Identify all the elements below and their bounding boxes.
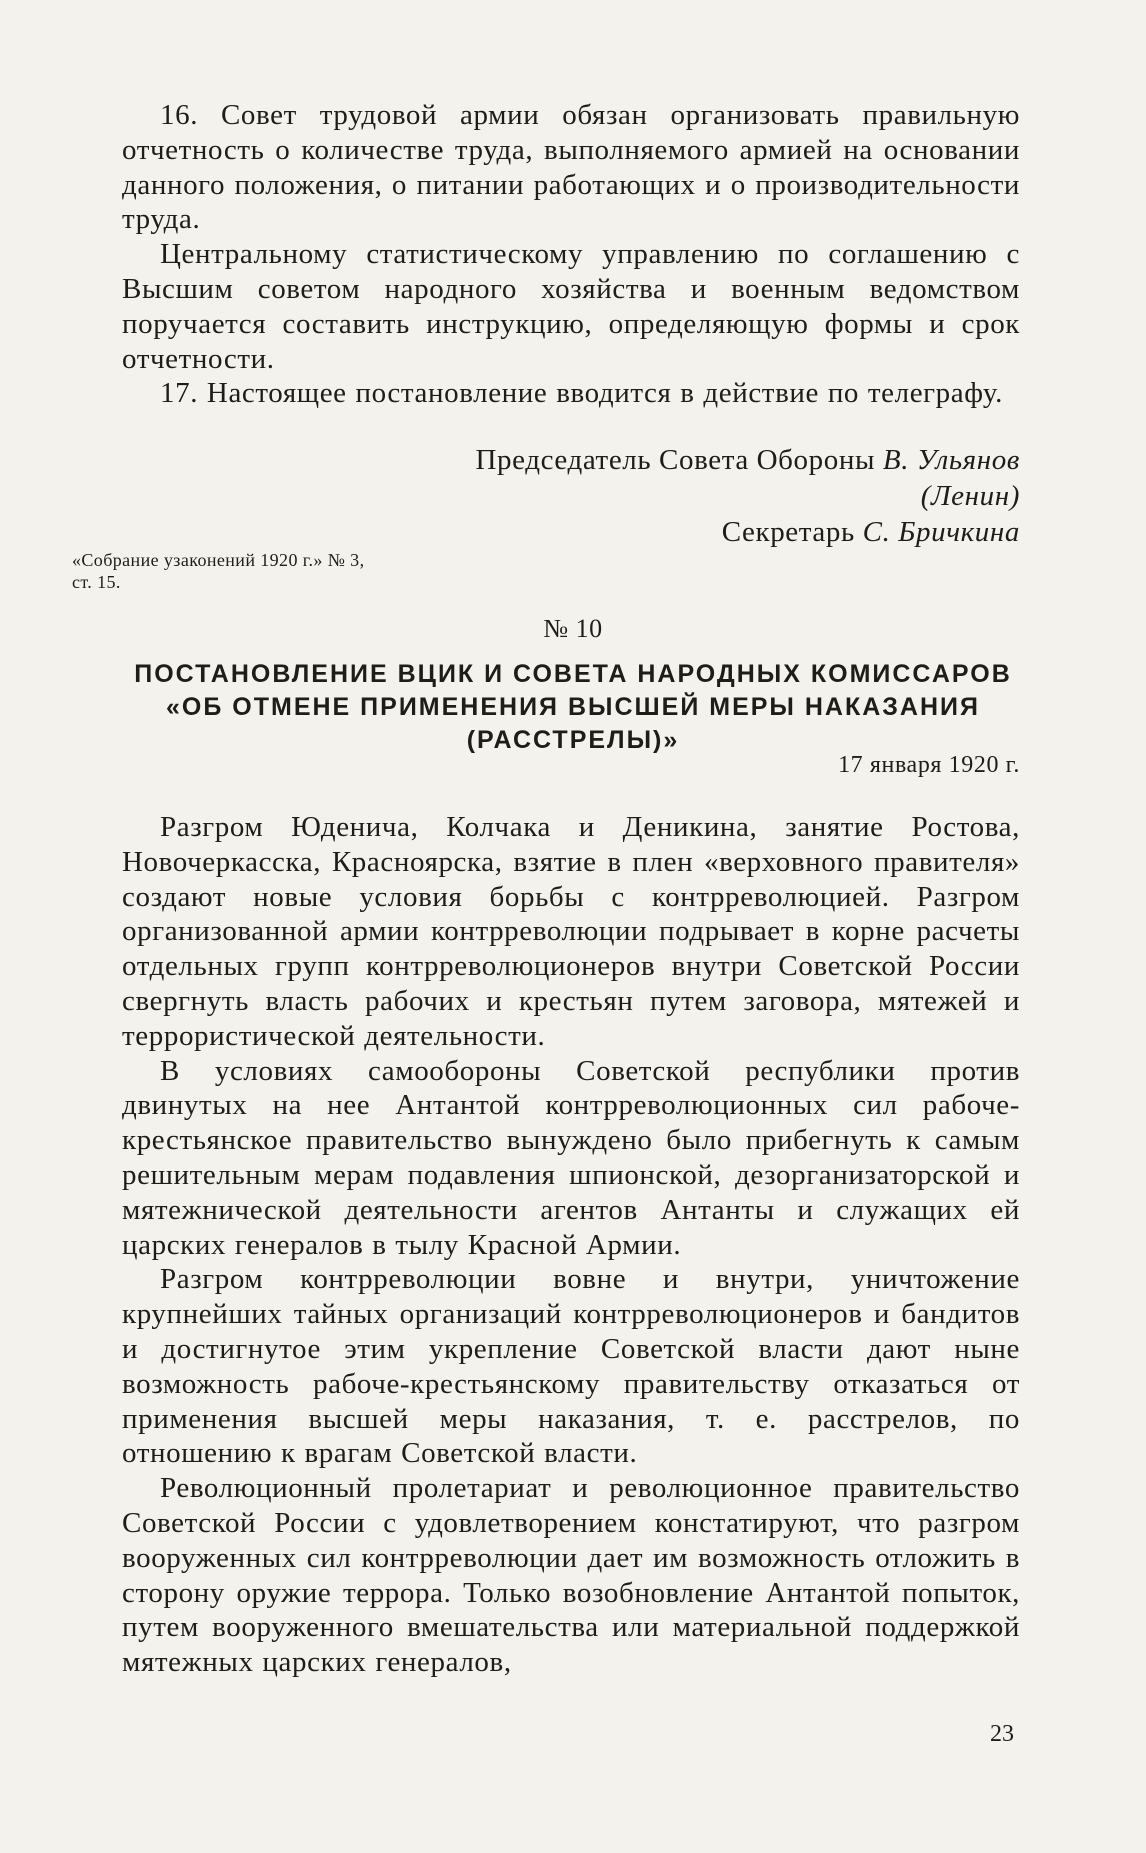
body-paragraph-3: Разгром контрреволюции вовне и внутри, уничтожение крупнейших тайных организаций контрреволюционеров и бандитов и достигнутое этим укрепление Советской власти дают ныне возможность рабоче-крестьянскому правительству отказаться от применения высшей меры наказания, т. е. расстрелов, по отношению к врагам Советской власти.: [122, 1263, 1020, 1470]
document-date: 17 января 1920 г.: [838, 752, 1020, 778]
body-paragraph-1: Разгром Юденича, Колчака и Деникина, занятие Ростова, Новочеркасска, Красноярска, взятие в плен «верховного правителя» создают новые условия борьбы с контрреволюцией. Разгром организованной армии контрреволюции подрывает в корне расчеты отдельных групп контрреволюционеров внутри Советской России свергнуть власть рабочих и крестьян путем заговора, мятежей и террористической деятельности.: [122, 811, 1020, 1052]
title-line-2: «ОБ ОТМЕНЕ ПРИМЕНЕНИЯ ВЫСШЕЙ МЕРЫ НАКАЗАНИЯ: [166, 693, 980, 721]
secretary-signature: [722, 515, 1020, 550]
main-body: [122, 810, 1020, 1680]
chair-alias-line: [921, 479, 1020, 514]
chair-name: В. Ульянов: [882, 444, 1020, 476]
chair-alias: (Ленин): [920, 480, 1020, 512]
paragraph-16: 16. Совет трудовой армии обязан организовать правильную отчетность о количестве труда, выполняемого армией на основании данного положения, о питании работающих и о производительности труда.: [122, 99, 1020, 236]
source-line-2: ст. 15.: [72, 572, 121, 592]
chair-title: Председатель Совета Обороны: [475, 444, 876, 476]
chair-signature: [475, 443, 1020, 478]
paragraph-statistics: Центральному статистическому управлению по соглашению с Высшим советом народного хозяйства и военным ведомством поручается составить инструкцию, определяющую формы и срок отчетности.: [122, 238, 1020, 375]
document-title: [70, 658, 1076, 757]
secretary-title: Секретарь: [721, 516, 855, 548]
source-line-1: «Собрание узаконений 1920 г.» № 3,: [72, 550, 365, 570]
top-section: [122, 98, 1020, 411]
title-line-1: ПОСТАНОВЛЕНИЕ ВЦИК И СОВЕТА НАРОДНЫХ КОМИССАРОВ: [134, 660, 1012, 688]
page-number: 23: [990, 1721, 1014, 1747]
body-paragraph-4: Революционный пролетариат и революционное правительство Советской России с удовлетворением констатируют, что разгром вооруженных сил контрреволюции дает им возможность отложить в сторону оружие террора. Только возобновление Антантой попыток, путем вооруженного вмешательства или материальной поддержкой мятежных царских генералов,: [122, 1472, 1020, 1679]
document-number: № 10: [543, 614, 603, 643]
source-note: [72, 549, 492, 593]
secretary-name: С. Бричкина: [862, 516, 1020, 548]
title-line-3: (РАССТРЕЛЫ)»: [466, 726, 680, 754]
body-paragraph-2: В условиях самообороны Советской республики против двинутых на нее Антантой контрреволюционных сил рабоче-крестьянское правительство вынуждено было прибегнуть к самым решительным мерам подавления шпионской, дезорганизаторской и мятежнической деятельности агентов Антанты и служащих ей царских генералов в тылу Красной Армии.: [122, 1054, 1020, 1261]
paragraph-17: 17. Настоящее постановление вводится в действие по телеграфу.: [160, 377, 1003, 410]
